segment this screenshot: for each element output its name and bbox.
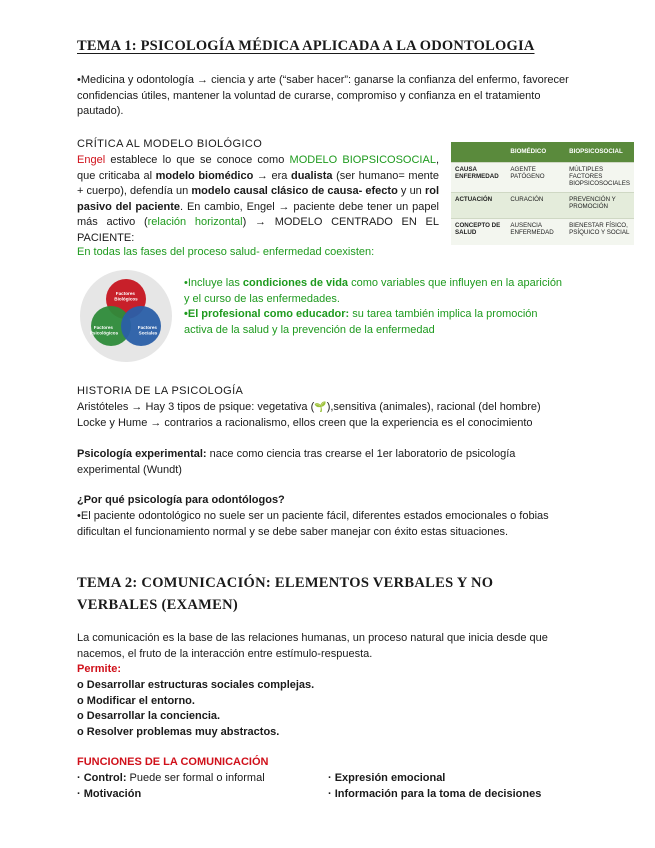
list-item-text: o Resolver problemas muy abstractos.	[77, 725, 280, 738]
funciones-title-bold: FUNCIONES DE LA COMUNICACIÓN	[77, 756, 269, 768]
list-item-text: o Desarrollar estructuras sociales complejas.	[77, 679, 315, 691]
dualista-text: dualista	[290, 169, 333, 182]
funcion-expresion	[328, 771, 445, 787]
venn-label-psicologicos: Factores Psicológicos	[89, 325, 119, 336]
modelo-biomedico-text: modelo biomédico	[155, 169, 254, 182]
critica-title: CRÍTICA AL MODELO BIOLÓGICO	[77, 138, 263, 150]
permite-list	[77, 678, 477, 740]
table-cell: PREVENCIÓN Y PROMOCIÓN	[565, 193, 634, 219]
table-cell: BIENESTAR FÍSICO, PSÍQUICO Y SOCIAL	[565, 219, 634, 245]
critica-paragraph	[77, 153, 439, 246]
funcion-motivacion	[77, 787, 141, 803]
bullet2-bold: •El profesional como educador:	[184, 308, 350, 320]
bullet-educador	[184, 307, 569, 338]
list-item	[77, 694, 477, 710]
porque-title-bold: ¿Por qué psicología para odontólogos?	[77, 494, 285, 506]
bullets-block	[184, 276, 569, 338]
exp-text: nace como ciencia tras crearse el 1er laboratorio de psicología experimental (Wundt)	[77, 448, 516, 476]
historia-title: HISTORIA DE LA PSICOLOGÍA	[77, 385, 244, 397]
critica-t5: y un	[397, 185, 425, 197]
table-row	[451, 193, 634, 219]
tema1-intro: •Medicina y odontología → ciencia y arte (“saber hacer”: ganarse la confianza del enfermo, favorecer confidencias útiles, mantener la voluntad de curarse, compromiso y confianza en el tratamiento pautado).	[77, 74, 569, 117]
tema2-intro: La comunicación es la base de las relaciones humanas, un proceso natural que inicia desde que nacemos, el fruto de la interacción entre estímulo-respuesta.	[77, 632, 548, 660]
bullet2-b: su tarea también implica la promoción activa de la salud y la prevención de la enfermedad	[184, 308, 538, 336]
critica-t3: → era	[253, 169, 291, 182]
critica-t7: ) → MODELO CENTRADO EN EL PACIENTE:	[77, 216, 440, 244]
list-item	[77, 709, 477, 725]
funcion-informacion	[328, 787, 541, 803]
table-cell: CONCEPTO DE SALUD	[451, 219, 506, 245]
historia-line2: Locke y Hume → contrarios a racionalismo, ellos creen que la experiencia es el conocimiento	[77, 417, 533, 429]
critica-t4: (ser humano= mente + cuerpo), defendía un	[77, 169, 439, 197]
table-row	[451, 219, 634, 245]
tema1-title: TEMA 1: PSICOLOGÍA MÉDICA APLICADA A LA ODONTOLOGIA	[77, 38, 535, 54]
list-item-text: o Modificar el entorno.	[77, 694, 195, 707]
bullet1-a: •Incluye las	[184, 277, 243, 289]
critica-t1: establece lo que se conoce como	[105, 154, 290, 166]
table-header-biomedico: BIOMÉDICO	[506, 142, 565, 163]
funcion-expresion-bold: · Expresión emocional	[328, 772, 446, 784]
table-header-empty	[451, 142, 506, 163]
table-cell: CURACIÓN	[506, 193, 565, 219]
critica-t6: . En cambio, Engel → paciente debe tener un papel más activo (	[77, 200, 439, 228]
funcion-control-bold: · Control:	[77, 772, 127, 784]
comparison-table-wrap	[451, 142, 634, 245]
comparison-table	[451, 142, 634, 245]
historia-l1b: ),sensitiva (animales), racional (del hombre)	[326, 401, 541, 413]
bullet1-bold: condiciones de vida	[242, 277, 349, 289]
bullet-condiciones	[184, 276, 569, 307]
permite-label	[77, 662, 121, 678]
venn-label-sociales: Factores Sociales	[137, 325, 158, 336]
table-row	[451, 163, 634, 193]
funcion-control-text: Puede ser formal o informal	[126, 772, 265, 784]
tema2-title: TEMA 2: COMUNICACIÓN: ELEMENTOS VERBALES Y NO VERBALES (EXAMEN)	[77, 575, 494, 613]
table-header-row	[451, 142, 634, 163]
venn-diagram	[78, 268, 174, 364]
table-cell: ACTUACIÓN	[451, 193, 506, 219]
list-item-text: o Desarrollar la conciencia.	[77, 710, 221, 722]
venn-label-biologicos: Factores Biológicos	[114, 291, 138, 302]
funcion-informacion-bold: · Información para la toma de decisiones	[328, 788, 542, 800]
porque-title	[77, 493, 285, 509]
funciones-title	[77, 755, 268, 771]
relacion-horizontal-text: relación horizontal	[147, 216, 243, 228]
table-cell: AUSENCIA ENFERMEDAD	[506, 219, 565, 245]
historia-line1	[77, 400, 587, 416]
rol-pasivo-text: rol pasivo del paciente	[77, 185, 439, 213]
funcion-motivacion-bold: · Motivación	[77, 788, 142, 800]
list-item	[77, 678, 477, 694]
funcion-control	[77, 771, 317, 787]
sprout-icon: 🌱	[314, 402, 327, 413]
critica-t2: , que criticaba al	[77, 154, 439, 182]
fases-line: En todas las fases del proceso salud- enfermedad coexisten:	[77, 246, 375, 258]
venn-svg	[78, 268, 174, 364]
exp-bold: Psicología experimental:	[77, 448, 207, 460]
permite-bold: Permite:	[77, 663, 122, 675]
engel-text: Engel	[77, 154, 106, 166]
table-cell: MÚLTIPLES FACTORES BIOPSICOSOCIALES	[565, 163, 634, 193]
list-item	[77, 725, 477, 741]
table-cell: AGENTE PATÓGENO	[506, 163, 565, 193]
modelo-biopsicosocial-text: MODELO BIOPSICOSOCIAL	[289, 154, 436, 166]
modelo-causal-text: modelo causal clásico de causa- efecto	[191, 185, 398, 197]
porque-text: •El paciente odontológico no suele ser un paciente fácil, diferentes estados emocionales o fobias dificultan el funcionamiento normal y se debe saber manejar con éxito estas situaciones.	[77, 510, 549, 538]
psicologia-experimental	[77, 447, 557, 478]
historia-l1a: Aristóteles → Hay 3 tipos de psique: vegetativa (	[77, 401, 315, 413]
table-cell: CAUSA ENFERMEDAD	[451, 163, 506, 193]
bullet1-b: como variables que influyen en la aparición y el curso de las enfermedades.	[184, 277, 563, 305]
table-header-biopsicosocial: BIOPSICOSOCIAL	[565, 142, 634, 163]
